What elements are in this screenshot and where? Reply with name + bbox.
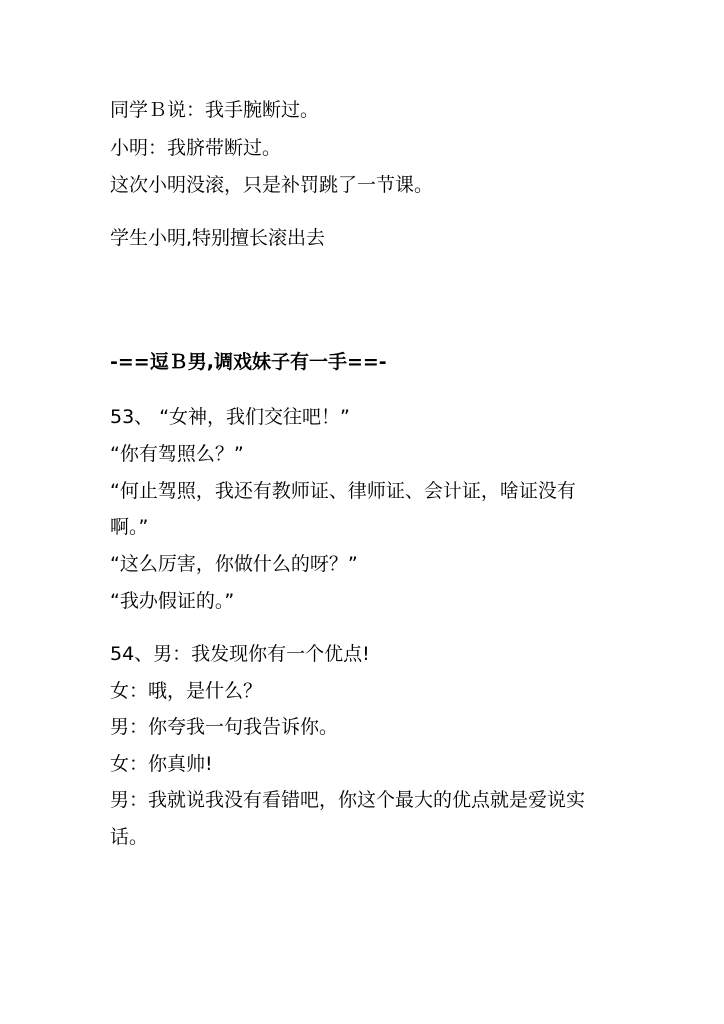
text-line: 小明：我脐带断过。 [110, 137, 282, 159]
joke-line: 啊。” [110, 516, 149, 538]
joke-line: 男：你夸我一句我告诉你。 [110, 716, 339, 738]
joke-line: “你有驾照么？” [110, 443, 244, 465]
joke-line: 女：哦，是什么？ [110, 680, 263, 702]
joke-line: 53、 “女神，我们交往吧！” [110, 406, 350, 428]
section-heading: -==逗Ｂ男,调戏妹子有一手==- [110, 351, 387, 373]
text-line: 这次小明没滚，只是补罚跳了一节课。 [110, 174, 434, 196]
joke-line: “这么厉害，你做什么的呀？” [110, 553, 358, 575]
joke-line: “我办假证的。” [110, 590, 235, 612]
section-closing-line: 学生小明,特别擅长滚出去 [110, 227, 326, 249]
joke-line: 男：我就说我没有看错吧，你这个最大的优点就是爱说实 [110, 789, 586, 811]
joke-line: 女：你真帅! [110, 753, 213, 775]
text-line: 同学Ｂ说：我手腕断过。 [110, 99, 320, 121]
joke-line: 54、男：我发现你有一个优点! [110, 643, 370, 665]
joke-line: 话。 [110, 826, 149, 848]
joke-line: “何止驾照，我还有教师证、律师证、会计证，啥证没有 [110, 480, 576, 502]
